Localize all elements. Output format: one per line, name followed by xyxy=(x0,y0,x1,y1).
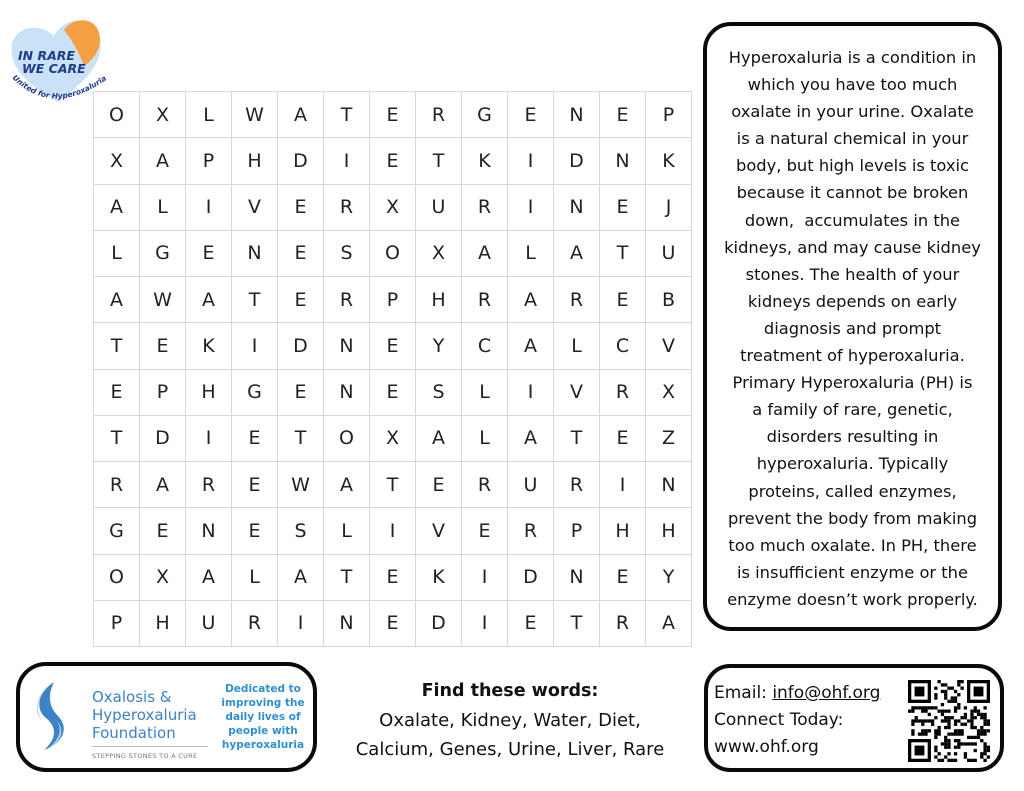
grid-cell[interactable]: A xyxy=(508,323,554,369)
grid-cell[interactable]: C xyxy=(462,323,508,369)
grid-cell[interactable]: T xyxy=(370,462,416,508)
grid-cell[interactable]: O xyxy=(94,555,140,601)
grid-cell[interactable]: G xyxy=(232,370,278,416)
info-line: kidneys depends on early xyxy=(747,291,958,311)
info-line: a family of rare, genetic, xyxy=(752,400,953,420)
grid-cell[interactable]: U xyxy=(646,231,692,277)
word-search-grid xyxy=(93,91,692,647)
grid-cell[interactable]: V xyxy=(416,508,462,554)
grid-cell[interactable]: I xyxy=(462,555,508,601)
grid-cell[interactable]: V xyxy=(554,370,600,416)
foundation-name-line2: Hyperoxaluria xyxy=(92,706,197,724)
grid-cell[interactable]: D xyxy=(278,138,324,184)
grid-cell[interactable]: R xyxy=(94,462,140,508)
grid-cell[interactable]: E xyxy=(278,370,324,416)
grid-cell[interactable]: J xyxy=(646,185,692,231)
grid-cell[interactable]: A xyxy=(186,277,232,323)
info-line: hyperoxaluria. Typically xyxy=(756,454,949,474)
info-line: kidneys, and may cause kidney xyxy=(724,237,981,257)
grid-cell[interactable]: A xyxy=(462,231,508,277)
grid-cell[interactable]: U xyxy=(416,185,462,231)
grid-cell[interactable]: I xyxy=(186,185,232,231)
grid-cell[interactable]: D xyxy=(508,555,554,601)
info-line: stones. The health of your xyxy=(745,264,960,284)
grid-cell[interactable]: H xyxy=(600,508,646,554)
grid-cell[interactable]: A xyxy=(94,185,140,231)
contact-text xyxy=(714,680,880,761)
grid-cell[interactable]: R xyxy=(554,462,600,508)
info-line: is a natural chemical in your xyxy=(736,129,969,149)
foundation-name-line1: Oxalosis & xyxy=(92,688,172,706)
grid-cell[interactable]: I xyxy=(508,185,554,231)
grid-cell[interactable]: R xyxy=(324,277,370,323)
connect-label: Connect Today: xyxy=(714,710,844,730)
grid-cell[interactable]: E xyxy=(370,92,416,138)
info-line: disorders resulting in xyxy=(766,427,939,447)
info-line: oxalate in your urine. Oxalate xyxy=(731,102,974,122)
grid-cell[interactable]: E xyxy=(140,508,186,554)
grid-cell[interactable]: V xyxy=(646,323,692,369)
grid-cell[interactable]: N xyxy=(324,601,370,647)
grid-cell[interactable]: X xyxy=(370,185,416,231)
grid-cell[interactable]: E xyxy=(416,462,462,508)
grid-cell[interactable]: V xyxy=(232,185,278,231)
logo-line1: IN RARE xyxy=(18,48,75,63)
dedication-line: improving the xyxy=(221,697,305,709)
grid-cell[interactable]: Z xyxy=(646,416,692,462)
grid-cell[interactable]: I xyxy=(232,323,278,369)
grid-cell[interactable]: E xyxy=(600,416,646,462)
grid-cell[interactable]: X xyxy=(94,138,140,184)
grid-cell[interactable]: E xyxy=(508,601,554,647)
grid-cell[interactable]: D xyxy=(278,323,324,369)
grid-cell[interactable]: L xyxy=(324,508,370,554)
grid-cell[interactable]: R xyxy=(232,601,278,647)
grid-cell[interactable]: C xyxy=(600,323,646,369)
grid-cell[interactable]: P xyxy=(646,92,692,138)
dedication-line: daily lives of xyxy=(225,711,301,723)
foundation-divider xyxy=(92,746,208,747)
contact-box xyxy=(704,664,1004,772)
grid-cell[interactable]: P xyxy=(140,370,186,416)
grid-cell[interactable]: X xyxy=(370,416,416,462)
info-box xyxy=(703,22,1002,631)
grid-cell[interactable]: H xyxy=(232,138,278,184)
grid-cell[interactable]: T xyxy=(324,555,370,601)
info-line: enzyme doesn’t work properly. xyxy=(727,589,978,609)
grid-cell[interactable]: Y xyxy=(646,555,692,601)
word-bank-line1: Oxalate, Kidney, Water, Diet, xyxy=(379,710,641,731)
grid-cell[interactable]: X xyxy=(416,231,462,277)
grid-cell[interactable]: H xyxy=(140,601,186,647)
grid-cell[interactable]: E xyxy=(94,370,140,416)
grid-cell[interactable]: E xyxy=(370,370,416,416)
grid-cell[interactable]: K xyxy=(416,555,462,601)
grid-cell[interactable]: A xyxy=(646,601,692,647)
email-label: Email: xyxy=(714,683,767,703)
grid-cell[interactable]: W xyxy=(232,92,278,138)
grid-cell[interactable]: L xyxy=(140,185,186,231)
grid-cell[interactable]: D xyxy=(554,138,600,184)
info-line: diagnosis and prompt xyxy=(763,318,942,338)
grid-cell[interactable]: I xyxy=(508,138,554,184)
grid-cell[interactable]: Y xyxy=(416,323,462,369)
grid-cell[interactable]: N xyxy=(324,370,370,416)
grid-cell[interactable]: W xyxy=(140,277,186,323)
info-line: body, but high levels is toxic xyxy=(735,156,969,176)
logo-arc-text: United for Hyperoxaluria xyxy=(10,73,109,101)
qr-code-icon[interactable] xyxy=(908,680,990,762)
grid-cell[interactable]: E xyxy=(462,508,508,554)
foundation-logo-icon xyxy=(32,680,72,752)
grid-cell[interactable]: E xyxy=(370,323,416,369)
grid-cell[interactable]: T xyxy=(554,416,600,462)
info-line: proteins, called enzymes, xyxy=(748,481,957,501)
grid-cell[interactable]: T xyxy=(600,231,646,277)
grid-cell[interactable]: T xyxy=(324,92,370,138)
grid-cell[interactable]: N xyxy=(554,185,600,231)
grid-cell[interactable]: T xyxy=(416,138,462,184)
grid-cell[interactable]: B xyxy=(646,277,692,323)
grid-cell[interactable]: N xyxy=(554,555,600,601)
dedication-line: hyperoxaluria xyxy=(221,739,305,751)
grid-cell[interactable]: A xyxy=(508,416,554,462)
info-line: prevent the body from making xyxy=(727,508,978,528)
grid-cell[interactable]: N xyxy=(600,138,646,184)
foundation-dedication xyxy=(218,682,308,752)
grid-cell[interactable]: E xyxy=(232,416,278,462)
grid-cell[interactable]: P xyxy=(94,601,140,647)
grid-cell[interactable]: E xyxy=(278,185,324,231)
grid-cell[interactable]: T xyxy=(554,601,600,647)
word-bank xyxy=(325,676,695,764)
grid-cell[interactable]: K xyxy=(186,323,232,369)
grid-cell[interactable]: R xyxy=(462,462,508,508)
info-line: because it cannot be broken xyxy=(736,183,969,203)
grid-cell[interactable]: N xyxy=(232,231,278,277)
grid-cell[interactable]: O xyxy=(370,231,416,277)
grid-cell[interactable]: H xyxy=(186,370,232,416)
info-paragraph xyxy=(713,44,992,613)
grid-cell[interactable]: N xyxy=(554,92,600,138)
grid-cell[interactable]: H xyxy=(646,508,692,554)
grid-cell[interactable]: A xyxy=(140,462,186,508)
grid-cell[interactable]: W xyxy=(278,462,324,508)
grid-cell[interactable]: O xyxy=(324,416,370,462)
word-bank-line2: Calcium, Genes, Urine, Liver, Rare xyxy=(355,739,665,760)
grid-cell[interactable]: I xyxy=(462,601,508,647)
grid-cell[interactable]: X xyxy=(646,370,692,416)
grid-cell[interactable]: E xyxy=(600,277,646,323)
grid-cell[interactable]: A xyxy=(186,555,232,601)
grid-cell[interactable]: G xyxy=(94,508,140,554)
grid-cell[interactable]: P xyxy=(186,138,232,184)
grid-cell[interactable]: E xyxy=(232,462,278,508)
grid-cell[interactable]: R xyxy=(324,185,370,231)
grid-cell[interactable]: O xyxy=(94,92,140,138)
grid-cell[interactable]: E xyxy=(140,323,186,369)
grid-cell[interactable]: R xyxy=(462,277,508,323)
info-line: treatment of hyperoxaluria. xyxy=(740,346,965,366)
grid-cell[interactable]: I xyxy=(278,601,324,647)
grid-cell[interactable]: E xyxy=(508,92,554,138)
grid-cell[interactable]: L xyxy=(554,323,600,369)
grid-cell[interactable]: R xyxy=(186,462,232,508)
info-line: too much oxalate. In PH, there xyxy=(728,535,977,555)
email-link[interactable]: info@ohf.org xyxy=(772,683,881,703)
grid-cell[interactable]: N xyxy=(186,508,232,554)
info-line: which you have too much xyxy=(747,75,958,95)
grid-cell[interactable]: H xyxy=(416,277,462,323)
grid-cell[interactable]: T xyxy=(94,323,140,369)
grid-cell[interactable]: K xyxy=(462,138,508,184)
foundation-name xyxy=(92,688,222,742)
grid-cell[interactable]: U xyxy=(508,462,554,508)
dedication-line: people with xyxy=(228,725,298,737)
grid-cell[interactable]: N xyxy=(324,323,370,369)
grid-cell[interactable]: R xyxy=(600,370,646,416)
logo-line2: WE CARE xyxy=(22,61,86,76)
grid-cell[interactable]: L xyxy=(232,555,278,601)
grid-cell[interactable]: A xyxy=(278,92,324,138)
grid-cell[interactable]: R xyxy=(600,601,646,647)
grid-cell[interactable]: N xyxy=(646,462,692,508)
grid-cell[interactable]: D xyxy=(416,601,462,647)
grid-cell[interactable]: E xyxy=(278,231,324,277)
grid-cell[interactable]: X xyxy=(140,92,186,138)
grid-cell[interactable]: L xyxy=(462,370,508,416)
info-line: Hyperoxaluria is a condition in xyxy=(728,48,977,67)
grid-cell[interactable]: L xyxy=(94,231,140,277)
grid-cell[interactable]: E xyxy=(370,138,416,184)
grid-cell[interactable]: L xyxy=(508,231,554,277)
grid-cell[interactable]: S xyxy=(416,370,462,416)
grid-cell[interactable]: T xyxy=(94,416,140,462)
grid-cell[interactable]: D xyxy=(140,416,186,462)
grid-cell[interactable]: S xyxy=(324,231,370,277)
grid-cell[interactable]: T xyxy=(278,416,324,462)
grid-cell[interactable]: E xyxy=(600,185,646,231)
grid-cell[interactable]: E xyxy=(370,601,416,647)
grid-cell[interactable]: E xyxy=(370,555,416,601)
grid-cell[interactable]: A xyxy=(278,555,324,601)
grid-cell[interactable]: K xyxy=(646,138,692,184)
grid-cell[interactable]: R xyxy=(508,508,554,554)
grid-cell[interactable]: P xyxy=(370,277,416,323)
info-line: is insufficient enzyme or the xyxy=(736,562,969,582)
info-line: Primary Hyperoxaluria (PH) is xyxy=(732,373,973,393)
grid-cell[interactable]: A xyxy=(94,277,140,323)
grid-cell[interactable]: X xyxy=(140,555,186,601)
grid-cell[interactable]: E xyxy=(600,92,646,138)
dedication-line: Dedicated to xyxy=(225,683,301,695)
grid-cell[interactable]: I xyxy=(600,462,646,508)
grid-cell[interactable]: L xyxy=(462,416,508,462)
grid-cell[interactable]: S xyxy=(278,508,324,554)
grid-cell[interactable]: A xyxy=(324,462,370,508)
grid-cell[interactable]: E xyxy=(186,231,232,277)
website-link[interactable]: www.ohf.org xyxy=(714,737,819,757)
foundation-tagline: STEPPING STONES TO A CURE xyxy=(92,752,198,760)
grid-cell[interactable]: E xyxy=(278,277,324,323)
info-line: down, accumulates in the xyxy=(744,210,961,230)
grid-cell[interactable]: I xyxy=(508,370,554,416)
grid-cell[interactable]: A xyxy=(508,277,554,323)
grid-cell[interactable]: R xyxy=(416,92,462,138)
word-bank-title: Find these words: xyxy=(421,681,599,701)
grid-cell[interactable]: A xyxy=(140,138,186,184)
grid-cell[interactable]: U xyxy=(186,601,232,647)
foundation-box xyxy=(16,662,317,772)
grid-cell[interactable]: E xyxy=(600,555,646,601)
foundation-name-line3: Foundation xyxy=(92,724,176,742)
grid-cell[interactable]: E xyxy=(232,508,278,554)
grid-cell[interactable]: P xyxy=(554,508,600,554)
grid-cell[interactable]: R xyxy=(554,277,600,323)
grid-cell[interactable]: R xyxy=(462,185,508,231)
grid-cell[interactable]: L xyxy=(186,92,232,138)
grid-cell[interactable]: G xyxy=(462,92,508,138)
grid-cell[interactable]: A xyxy=(554,231,600,277)
grid-cell[interactable]: I xyxy=(186,416,232,462)
grid-cell[interactable]: I xyxy=(324,138,370,184)
grid-cell[interactable]: T xyxy=(232,277,278,323)
grid-cell[interactable]: I xyxy=(370,508,416,554)
grid-cell[interactable]: G xyxy=(140,231,186,277)
grid-cell[interactable]: A xyxy=(416,416,462,462)
